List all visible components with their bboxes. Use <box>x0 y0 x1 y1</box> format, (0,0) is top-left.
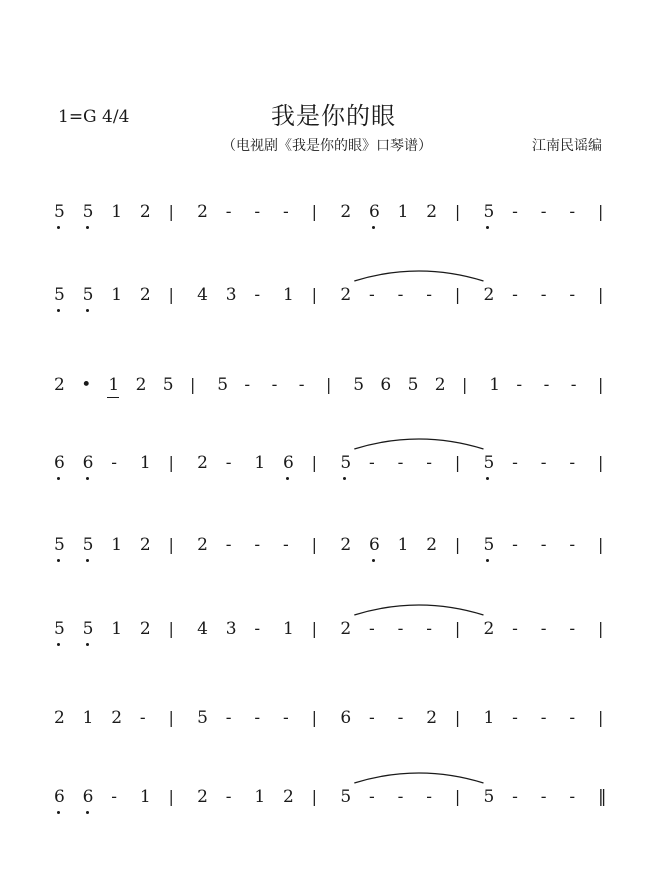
note: 5 <box>483 202 495 222</box>
dash-extension: - <box>426 453 432 473</box>
dash-extension: - <box>569 535 576 555</box>
dash-extension: - <box>569 619 576 639</box>
eighth-note-underline <box>107 397 119 398</box>
dash-extension: - <box>516 375 523 395</box>
note: 6 <box>340 708 352 728</box>
note: 6 <box>368 202 380 222</box>
note: 5 <box>353 375 365 395</box>
dash-extension: - <box>254 708 261 728</box>
barline: | <box>311 285 318 304</box>
low-octave-dot <box>286 477 289 480</box>
dash-extension: - <box>512 453 518 473</box>
barline: | <box>168 787 174 806</box>
note: 2 <box>139 285 151 305</box>
dash-extension: - <box>397 708 404 728</box>
note: 1 <box>397 535 409 555</box>
barline: | <box>168 285 174 304</box>
note: 6 <box>54 787 65 807</box>
dash-extension: - <box>512 619 518 639</box>
note: 2 <box>111 708 123 728</box>
barline: | <box>454 619 461 638</box>
note: 1 <box>82 708 94 728</box>
barline: | <box>311 202 318 221</box>
dash-extension: - <box>283 708 289 728</box>
note: 6 <box>54 453 65 473</box>
note: 2 <box>283 787 294 807</box>
dash-extension: - <box>570 375 577 395</box>
barline: | <box>311 453 318 472</box>
low-octave-dot <box>86 226 89 229</box>
dash-extension: - <box>512 708 518 728</box>
note: 2 <box>139 202 151 222</box>
note: 5 <box>54 619 65 639</box>
key-signature: 1=G 4/4 <box>58 107 130 127</box>
note: 2 <box>426 708 438 728</box>
note: 1 <box>254 453 266 473</box>
low-octave-dot <box>86 309 89 312</box>
note: 1 <box>483 708 495 728</box>
dash-extension: - <box>512 787 518 807</box>
barline: | <box>311 619 318 638</box>
dash-extension: - <box>283 535 289 555</box>
note: 5 <box>54 202 65 222</box>
low-octave-dot <box>343 477 346 480</box>
low-octave-dot <box>57 643 60 646</box>
barline: | <box>462 375 468 394</box>
dash-extension: - <box>368 453 375 473</box>
barline: | <box>168 202 174 221</box>
dash-extension: - <box>283 202 289 222</box>
note: 6 <box>368 535 380 555</box>
note: 5 <box>82 619 94 639</box>
note: 6 <box>82 787 94 807</box>
score-line <box>0 451 667 501</box>
note: 4 <box>197 619 208 639</box>
dash-extension: - <box>298 375 305 395</box>
dash-extension: - <box>569 453 576 473</box>
low-octave-dot <box>372 559 375 562</box>
note: 2 <box>426 202 438 222</box>
note: 5 <box>82 202 94 222</box>
dash-extension: - <box>397 453 404 473</box>
note: 5 <box>162 375 174 395</box>
barline: | <box>598 375 604 394</box>
dash-extension: - <box>540 285 547 305</box>
barline: | <box>168 619 174 638</box>
note: 2 <box>139 619 151 639</box>
dash-extension: - <box>540 619 547 639</box>
note: 5 <box>197 708 208 728</box>
note: 1 <box>108 375 120 395</box>
low-octave-dot <box>57 226 60 229</box>
note: 2 <box>340 285 352 305</box>
note: 2 <box>197 453 208 473</box>
dash-extension: - <box>426 285 432 305</box>
note: 1 <box>489 375 501 395</box>
note: 2 <box>340 535 352 555</box>
note: 1 <box>111 285 123 305</box>
barline: | <box>454 535 461 554</box>
dash-extension: - <box>271 375 278 395</box>
note: 2 <box>197 787 208 807</box>
dash-extension: - <box>540 202 547 222</box>
note: 3 <box>225 285 237 305</box>
note: 2 <box>54 375 65 395</box>
note: 6 <box>283 453 294 473</box>
barline: | <box>598 619 604 638</box>
low-octave-dot <box>86 811 89 814</box>
dash-extension: - <box>512 535 518 555</box>
note: 5 <box>340 787 352 807</box>
note: 5 <box>54 285 65 305</box>
dash-extension: - <box>254 285 261 305</box>
low-octave-dot <box>86 559 89 562</box>
dash-extension: - <box>225 202 232 222</box>
note: 1 <box>283 285 294 305</box>
note: 5 <box>483 787 495 807</box>
barline: | <box>454 202 461 221</box>
barline: | <box>168 708 174 727</box>
dash-extension: - <box>111 453 117 473</box>
barline: | <box>598 285 604 304</box>
dash-extension: - <box>254 202 261 222</box>
dash-extension: - <box>111 787 117 807</box>
dash-extension: - <box>397 787 404 807</box>
dash-extension: - <box>244 375 251 395</box>
note: 1 <box>111 535 123 555</box>
barline: | <box>598 708 604 727</box>
low-octave-dot <box>86 643 89 646</box>
note: 6 <box>82 453 94 473</box>
barline: | <box>168 453 174 472</box>
low-octave-dot <box>486 226 489 229</box>
song-subtitle: （电视剧《我是你的眼》口琴谱） <box>222 138 432 154</box>
barline: | <box>598 202 604 221</box>
dash-extension: - <box>368 619 375 639</box>
dash-extension: - <box>368 708 375 728</box>
dash-extension: - <box>368 787 375 807</box>
barline: | <box>326 375 332 394</box>
note: 4 <box>197 285 208 305</box>
note: 2 <box>483 285 495 305</box>
dash-extension: - <box>540 787 547 807</box>
dash-extension: - <box>540 453 547 473</box>
dash-extension: - <box>368 285 375 305</box>
dash-extension: - <box>569 708 576 728</box>
barline: | <box>454 453 461 472</box>
dash-extension: - <box>225 708 232 728</box>
note: • <box>81 375 92 395</box>
score-line <box>0 200 667 250</box>
slur-arc <box>0 267 667 287</box>
note: 2 <box>426 535 438 555</box>
dash-extension: - <box>225 787 232 807</box>
score-line <box>0 785 667 835</box>
dash-extension: - <box>512 202 518 222</box>
dash-extension: - <box>569 202 576 222</box>
note: 2 <box>434 375 446 395</box>
barline: | <box>454 787 461 806</box>
dash-extension: - <box>139 708 146 728</box>
note: 5 <box>483 453 495 473</box>
dash-extension: - <box>426 787 432 807</box>
note: 2 <box>340 202 352 222</box>
barline: | <box>311 535 318 554</box>
barline: | <box>168 535 174 554</box>
dash-extension: - <box>225 535 232 555</box>
low-octave-dot <box>57 811 60 814</box>
final-barline: ‖ <box>598 787 607 807</box>
dash-extension: - <box>225 453 232 473</box>
note: 5 <box>407 375 419 395</box>
score-line <box>0 283 667 333</box>
slur-arc <box>0 769 667 789</box>
score-line <box>0 706 667 756</box>
dash-extension: - <box>426 619 432 639</box>
slur-arc <box>0 601 667 621</box>
note: 1 <box>111 202 123 222</box>
low-octave-dot <box>57 559 60 562</box>
barline: | <box>598 535 604 554</box>
barline: | <box>190 375 196 394</box>
note: 1 <box>397 202 409 222</box>
low-octave-dot <box>57 477 60 480</box>
arranger-credit: 江南民谣编 <box>532 138 602 154</box>
low-octave-dot <box>486 559 489 562</box>
note: 1 <box>254 787 266 807</box>
note: 6 <box>380 375 392 395</box>
dash-extension: - <box>569 787 576 807</box>
note: 3 <box>225 619 237 639</box>
barline: | <box>454 708 461 727</box>
dash-extension: - <box>540 535 547 555</box>
dash-extension: - <box>254 619 261 639</box>
note: 5 <box>340 453 352 473</box>
note: 1 <box>139 453 151 473</box>
note: 2 <box>483 619 495 639</box>
note: 2 <box>54 708 65 728</box>
low-octave-dot <box>57 309 60 312</box>
note: 5 <box>82 285 94 305</box>
note: 1 <box>139 787 151 807</box>
note: 5 <box>217 375 229 395</box>
barline: | <box>598 453 604 472</box>
barline: | <box>311 708 318 727</box>
dash-extension: - <box>543 375 550 395</box>
barline: | <box>311 787 318 806</box>
note: 2 <box>197 535 208 555</box>
dash-extension: - <box>397 619 404 639</box>
note: 2 <box>340 619 352 639</box>
score-line <box>0 617 667 667</box>
slur-arc <box>0 435 667 455</box>
note: 1 <box>111 619 123 639</box>
score-line <box>0 373 667 423</box>
note: 5 <box>483 535 495 555</box>
note: 2 <box>135 375 147 395</box>
low-octave-dot <box>86 477 89 480</box>
note: 5 <box>54 535 65 555</box>
dash-extension: - <box>540 708 547 728</box>
score-line <box>0 533 667 583</box>
dash-extension: - <box>254 535 261 555</box>
note: 2 <box>139 535 151 555</box>
song-title: 我是你的眼 <box>271 102 396 130</box>
note: 5 <box>82 535 94 555</box>
dash-extension: - <box>569 285 576 305</box>
dash-extension: - <box>512 285 518 305</box>
note: 2 <box>197 202 208 222</box>
low-octave-dot <box>372 226 375 229</box>
low-octave-dot <box>486 477 489 480</box>
barline: | <box>454 285 461 304</box>
note: 1 <box>283 619 294 639</box>
dash-extension: - <box>397 285 404 305</box>
